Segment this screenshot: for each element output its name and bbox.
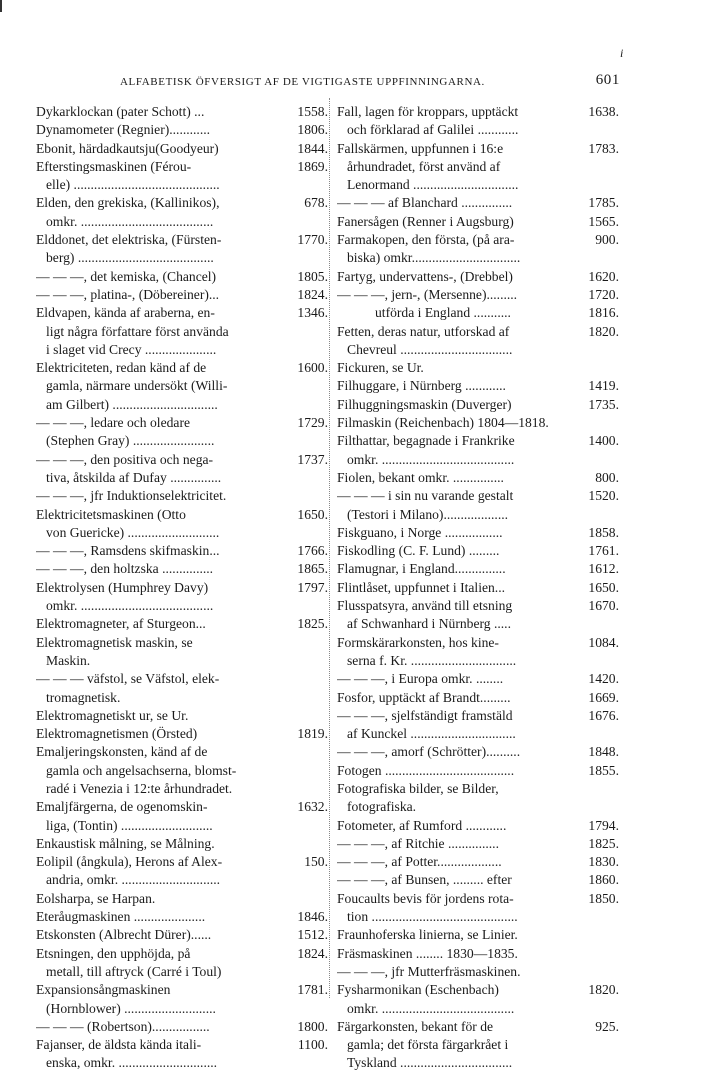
- entry-year: 1844.: [295, 140, 328, 158]
- entry-line: af Schwanhard i Nürnberg ..... 1670.: [347, 598, 619, 632]
- entry-year: 1816.: [586, 304, 619, 322]
- entry-line: Flusspatsyra, använd till etsning: [337, 598, 513, 614]
- entry-year: 1669.: [586, 689, 619, 707]
- index-entry: [337, 871, 619, 889]
- entry-line: och förklarad af Galilei ............ 1638.: [347, 104, 619, 138]
- index-entry: [337, 817, 619, 835]
- entry-line: — — —, ledare och oledare: [36, 415, 190, 431]
- entry-line: tion ........................................... 1850.: [347, 890, 619, 925]
- entry-line: Expansionsångmaskinen: [36, 982, 171, 998]
- entry-year: 1419.: [586, 377, 619, 395]
- index-entry: [337, 359, 619, 377]
- entry-line: liga, (Tontin) ........................... 1632.: [46, 799, 328, 833]
- entry-line: — — —, af Ritchie ............... 1825.: [337, 835, 619, 853]
- index-entry: [337, 1018, 619, 1073]
- entry-line: Fiolen, bekant omkr. ............... 800.: [337, 469, 619, 487]
- entry-line: Fiskodling (C. F. Lund) ......... 1761.: [337, 542, 619, 560]
- entry-line: — — —, i Europa omkr. ........ 1420.: [337, 670, 619, 688]
- index-entry: [36, 890, 328, 908]
- running-header: [120, 72, 620, 92]
- entry-line: Fajanser, de äldsta kända itali-: [36, 1037, 202, 1053]
- entry-year: 1860.: [586, 871, 619, 889]
- entry-line: Fotogen ...................................... 1855.: [337, 762, 619, 780]
- entry-line: Farmakopen, den första, (på ara-: [337, 232, 515, 248]
- index-entry: [36, 853, 328, 890]
- entry-line: — — —, jfr Mutterfräsmaskinen.: [337, 963, 521, 979]
- entry-line: Foucaults bevis för jordens rota-: [337, 890, 514, 906]
- entry-line: Elektricitetsmaskinen (Otto: [36, 506, 186, 522]
- page-number: 601: [595, 72, 620, 88]
- entry-year: 1565.: [586, 213, 619, 231]
- index-entry: [36, 451, 328, 488]
- entry-line: tromagnetisk.: [46, 689, 121, 705]
- entry-year: 1855.: [586, 762, 619, 780]
- index-entry: [36, 231, 328, 268]
- entry-line: Elden, den grekiska, (Kallinikos),: [36, 195, 220, 211]
- entry-year: 1612.: [586, 560, 619, 578]
- entry-line: — — —, jern-, (Mersenne)......... 1720.: [337, 286, 619, 304]
- index-entry: [36, 926, 328, 944]
- entry-line: Elektromagneter, af Sturgeon... 1825.: [36, 615, 328, 633]
- index-entry: [337, 743, 619, 761]
- index-entry: [337, 560, 619, 578]
- index-entry: [36, 121, 328, 139]
- entry-line: (Testori i Milano)................... 1520.: [347, 488, 619, 522]
- entry-year: 1806.: [295, 121, 328, 139]
- index-entry: [36, 579, 328, 616]
- entry-year: 1785.: [586, 194, 619, 212]
- entry-line: — — —, den positiva och nega-: [36, 451, 214, 467]
- index-entry: [337, 396, 619, 414]
- entry-line: Filmaskin (Reichenbach) 1804—1818.: [337, 415, 549, 431]
- entry-line: Eolsharpa, se Harpan.: [36, 890, 156, 906]
- entry-line: elle) ........................................... 1869.: [46, 158, 328, 193]
- entry-line: Elektrolysen (Humphrey Davy): [36, 579, 209, 595]
- entry-line: metall, till aftryck (Carré i Toul) 1824.: [46, 945, 328, 979]
- index-entry: [337, 945, 619, 963]
- index-entry: [337, 304, 619, 322]
- entry-line: (Stephen Gray) ........................ 1729.: [46, 415, 328, 449]
- index-entry: [36, 158, 328, 195]
- index-entry: [36, 194, 328, 231]
- entry-year: 1620.: [586, 268, 619, 286]
- entry-line: (Hornblower) ........................... 1781.: [46, 982, 328, 1016]
- scan-mark: [0, 0, 2, 12]
- index-entry: [36, 103, 328, 121]
- index-entry: [36, 835, 328, 853]
- left-column: [36, 103, 328, 1073]
- index-entry: [36, 414, 328, 451]
- entry-line: Elektriciteten, redan känd af de: [36, 360, 207, 376]
- entry-line: århundradet, först använd af: [347, 158, 501, 174]
- index-entry: [337, 689, 619, 707]
- index-entry: [337, 140, 619, 195]
- entry-line: Elektromagnetismen (Örsted) 1819.: [36, 725, 328, 743]
- entry-year: 1825.: [586, 835, 619, 853]
- entry-line: utförda i England ........... 1816.: [337, 304, 619, 322]
- entry-line: — — —, Ramsdens skifmaskin... 1766.: [36, 542, 328, 560]
- entry-line: Etskonsten (Albrecht Dürer)...... 1512.: [36, 926, 328, 944]
- entry-line: Fraunhoferska linierna, se Linier.: [337, 927, 518, 943]
- corner-mark: i: [620, 46, 624, 60]
- entry-line: Etsningen, den upphöjda, på: [36, 945, 191, 961]
- entry-year: 1761.: [586, 542, 619, 560]
- entry-line: Flintlåset, uppfunnet i Italien... 1650.: [337, 579, 619, 597]
- index-entry: [337, 231, 619, 268]
- index-entry: [337, 780, 619, 817]
- index-entry: [337, 762, 619, 780]
- entry-line: Filhuggningsmaskin (Duverger) 1735.: [337, 396, 619, 414]
- index-entry: [337, 707, 619, 744]
- index-entry: [36, 634, 328, 671]
- entry-line: radé i Venezia i 12:te århundradet.: [46, 780, 233, 796]
- index-entry: [36, 140, 328, 158]
- index-entry: [337, 524, 619, 542]
- entry-line: — — — (Robertson)................. 1800.: [36, 1018, 328, 1036]
- entry-line: Ebonit, härdadkautsju(Goodyeur) 1844.: [36, 140, 328, 158]
- index-entry: [36, 359, 328, 414]
- entry-line: Fiskguano, i Norge ................. 1858.: [337, 524, 619, 542]
- index-entry: [337, 268, 619, 286]
- entry-line: Elddonet, det elektriska, (Fürsten-: [36, 232, 222, 248]
- entry-line: Fallskärmen, uppfunnen i 16:e: [337, 140, 504, 156]
- index-entry: [337, 634, 619, 671]
- entry-line: Dykarklockan (pater Schott) ... 1558.: [36, 103, 328, 121]
- index-entry: [337, 963, 619, 981]
- entry-year: 1794.: [586, 817, 619, 835]
- entry-line: andria, omkr. ............................. 150.: [46, 854, 328, 888]
- index-entry: [36, 945, 328, 982]
- entry-line: Fall, lagen för kroppars, upptäckt: [337, 104, 519, 119]
- entry-line: Lenormand ............................... 1783.: [347, 140, 619, 193]
- index-entry: [337, 469, 619, 487]
- index-entry: [337, 542, 619, 560]
- index-entry: [36, 615, 328, 633]
- index-entry: [337, 103, 619, 140]
- entry-line: enska, omkr. ............................. 1100.: [46, 1037, 328, 1071]
- index-entry: [337, 323, 619, 360]
- entry-line: Fysharmonikan (Eschenbach): [337, 982, 499, 998]
- entry-line: omkr. ....................................... 1797.: [46, 579, 328, 614]
- entry-line: omkr. ....................................... 1400.: [347, 433, 619, 467]
- index-entry: [36, 1018, 328, 1036]
- entry-year: 1848.: [586, 743, 619, 761]
- index-entry: [337, 213, 619, 231]
- index-entry: [337, 981, 619, 1018]
- index-entry: [36, 707, 328, 725]
- index-entry: [36, 542, 328, 560]
- entry-year: 1819.: [295, 725, 328, 743]
- entry-line: gamla, närmare undersökt (Willi-: [46, 378, 228, 394]
- entry-year: 1846.: [295, 908, 328, 926]
- entry-line: Färgarkonsten, bekant för de: [337, 1018, 494, 1034]
- entry-line: — — —, jfr Induktionselektricitet.: [36, 488, 227, 504]
- index-entry: [36, 725, 328, 743]
- index-entry: [36, 304, 328, 359]
- entry-line: fotografiska.: [347, 799, 417, 815]
- entry-year: 1824.: [295, 286, 328, 304]
- entry-year: 1825.: [295, 615, 328, 633]
- entry-line: berg) ........................................ 1770.: [46, 232, 328, 266]
- entry-line: — — — väfstol, se Väfstol, elek-: [36, 671, 220, 687]
- index-entry: [36, 743, 328, 798]
- entry-line: Eldvapen, kända af araberna, en-: [36, 305, 215, 321]
- entry-line: ligt några författare först använda: [46, 323, 229, 339]
- entry-line: Efterstingsmaskinen (Férou-: [36, 158, 192, 174]
- entry-line: Chevreul ................................. 1820.: [347, 323, 619, 357]
- entry-line: Emaljfärgerna, de ogenomskin-: [36, 799, 208, 815]
- entry-line: — — — af Blanchard ............... 1785.: [337, 194, 619, 212]
- index-entry: [36, 268, 328, 286]
- right-column: [337, 103, 619, 1073]
- entry-year: 1650.: [586, 579, 619, 597]
- entry-line: af Kunckel ............................... 1676.: [347, 707, 619, 742]
- entry-line: Fickuren, se Ur.: [337, 360, 424, 376]
- entry-line: — — —, platina-, (Döbereiner)... 1824.: [36, 286, 328, 304]
- index-entry: [337, 853, 619, 871]
- index-entry: [337, 597, 619, 634]
- index-entry: [36, 1036, 328, 1073]
- entry-line: — — —, af Potter................... 1830.: [337, 853, 619, 871]
- entry-line: Maskin.: [46, 652, 91, 668]
- entry-line: Fartyg, undervattens-, (Drebbel) 1620.: [337, 268, 619, 286]
- entry-line: Filthattar, begagnade i Frankrike: [337, 433, 515, 449]
- index-entry: [36, 487, 328, 505]
- entry-year: 1720.: [586, 286, 619, 304]
- entry-line: Fotografiska bilder, se Bilder,: [337, 780, 499, 796]
- entry-line: Formskärarkonsten, hos kine-: [337, 634, 499, 650]
- entry-line: Fräsmaskinen ........ 1830—1835.: [337, 945, 518, 961]
- entry-line: Flamugnar, i England............... 1612.: [337, 560, 619, 578]
- index-entry: [337, 414, 619, 432]
- header-title: ALFABETISK ÖFVERSIGT AF DE VIGTIGASTE UPPFINNINGARNA.: [120, 76, 485, 88]
- index-entry: [337, 487, 619, 524]
- index-entry: [337, 835, 619, 853]
- index-entry: [36, 670, 328, 707]
- index-entry: [36, 981, 328, 1018]
- entry-line: omkr. ....................................... 1820.: [347, 982, 619, 1016]
- index-entry: [36, 506, 328, 543]
- entry-line: Eteråugmaskinen ..................... 1846.: [36, 908, 328, 926]
- entry-year: 1420.: [586, 670, 619, 688]
- index-entry: [36, 798, 328, 835]
- index-entry: [36, 908, 328, 926]
- index-entry: [36, 560, 328, 578]
- index-entry: [337, 286, 619, 304]
- column-divider: [329, 98, 331, 998]
- entry-line: i slaget vid Crecy ..................... 1346.: [46, 305, 328, 357]
- entry-year: 1858.: [586, 524, 619, 542]
- entry-line: gamla och angelsachserna, blomst-: [46, 762, 237, 778]
- entry-line: tiva, åtskilda af Dufay ............... 1737.: [46, 451, 328, 485]
- entry-line: — — —, sjelfständigt framstäld: [337, 707, 513, 723]
- entry-year: 1766.: [295, 542, 328, 560]
- entry-line: Fotometer, af Rumford ............ 1794.: [337, 817, 619, 835]
- entry-line: Filhuggare, i Nürnberg ............ 1419.: [337, 377, 619, 395]
- entry-year: 800.: [593, 469, 619, 487]
- entry-line: Eolipil (ångkula), Herons af Alex-: [36, 854, 223, 870]
- entry-line: am Gilbert) ............................... 1600.: [46, 360, 328, 412]
- index-entry: [337, 579, 619, 597]
- index-entry: [337, 194, 619, 212]
- entry-line: Tyskland ................................. 925.: [347, 1018, 619, 1071]
- entry-year: 1865.: [295, 560, 328, 578]
- entry-line: — — —, det kemiska, (Chancel) 1805.: [36, 268, 328, 286]
- index-entry: [36, 286, 328, 304]
- entry-line: serna f. Kr. ............................... 1084.: [347, 634, 619, 668]
- entry-line: omkr. ....................................... 678.: [46, 195, 328, 229]
- entry-line: Dynamometer (Regnier)............ 1806.: [36, 121, 328, 139]
- index-entry: [337, 890, 619, 927]
- entry-line: Fanersågen (Renner i Augsburg) 1565.: [337, 213, 619, 231]
- entry-line: von Guericke) ........................... 1650.: [46, 506, 328, 540]
- entry-year: 1735.: [586, 396, 619, 414]
- entry-year: 1830.: [586, 853, 619, 871]
- entry-year: 1805.: [295, 268, 328, 286]
- entry-line: Enkaustisk målning, se Målning.: [36, 835, 215, 851]
- entry-line: — — — i sin nu varande gestalt: [337, 488, 514, 504]
- index-entry: [337, 432, 619, 469]
- index-entry: [337, 926, 619, 944]
- entry-line: Fetten, deras natur, utforskad af: [337, 323, 510, 339]
- entry-line: — — —, den holtzska ............... 1865.: [36, 560, 328, 578]
- entry-year: 1512.: [295, 926, 328, 944]
- entry-line: — — —, amorf (Schrötter).......... 1848.: [337, 743, 619, 761]
- entry-line: gamla; det första färgarkrået i: [347, 1037, 509, 1053]
- entry-year: 1800.: [295, 1018, 328, 1036]
- entry-year: 1558.: [295, 103, 328, 121]
- entry-line: — — —, af Bunsen, ......... efter 1860.: [337, 871, 619, 889]
- entry-line: Fosfor, upptäckt af Brandt......... 1669.: [337, 689, 619, 707]
- entry-line: biska) omkr................................ 900.: [347, 232, 619, 266]
- entry-line: Elektromagnetisk maskin, se: [36, 634, 193, 650]
- index-entry: [337, 377, 619, 395]
- entry-line: Emaljeringskonsten, känd af de: [36, 744, 208, 760]
- entry-line: Elektromagnetiskt ur, se Ur.: [36, 707, 189, 723]
- index-entry: [337, 670, 619, 688]
